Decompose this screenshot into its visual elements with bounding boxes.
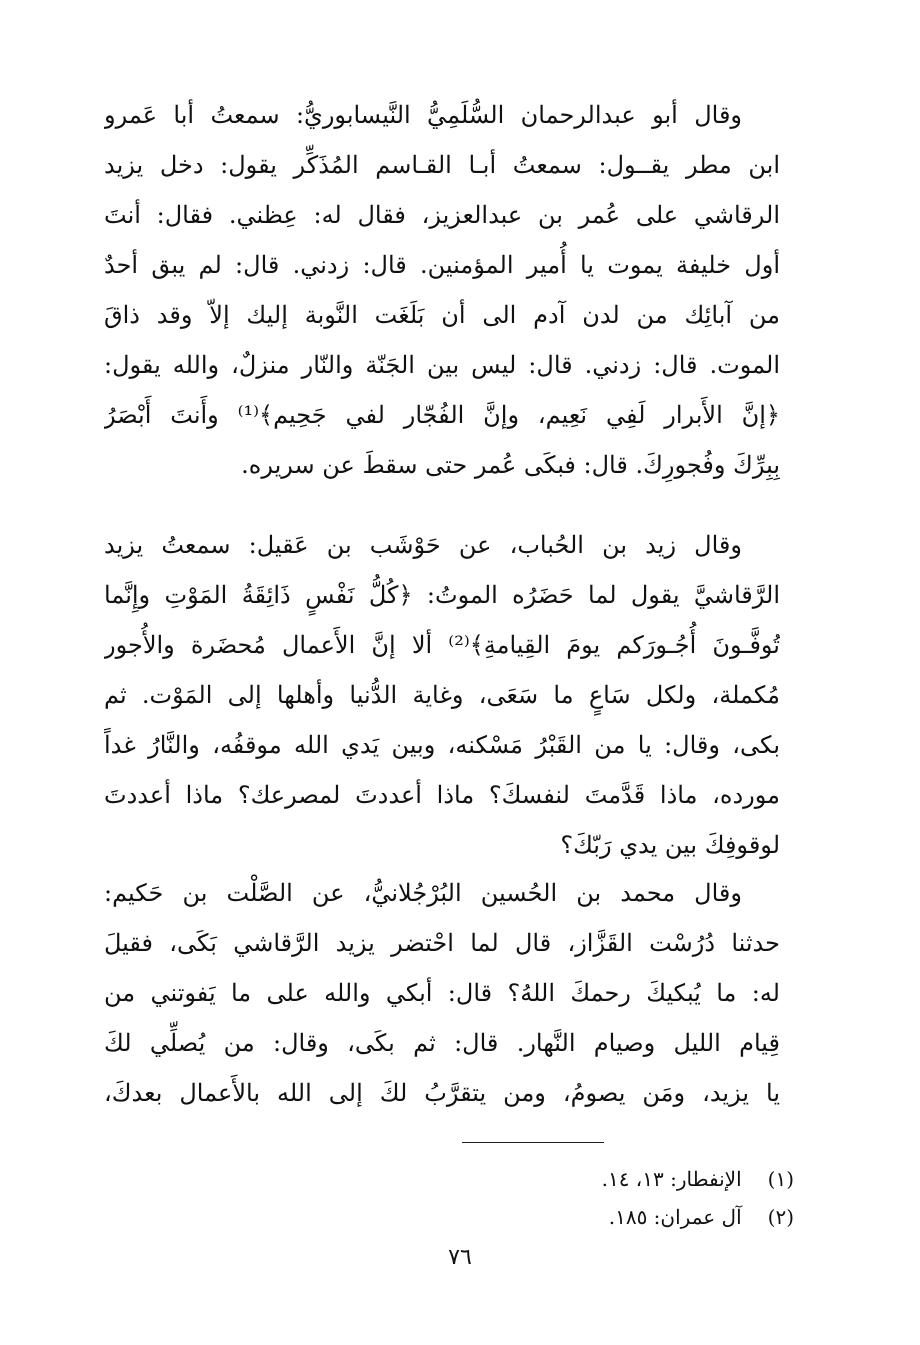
text-line: وقال محمد بن الحُسين البُرْجُلانيُّ، عن الصَّلْت بن حَكيم: [104,879,742,907]
text-line: لوقوفِكَ بين يدي رَبّكَ؟ [560,831,780,859]
footnote-2 [104,1198,794,1236]
text-line: أول خليفة يموت يا أُمير المؤمنين. قال: زدني. قال: لم يبق أحدٌ [104,251,780,279]
text-line: يا يزيد، ومَن يصومُ، ومن يتقرَّبُ لكَ إلى الله بالأَعمال بعدكَ، [104,1079,780,1107]
footnote-number: (٢) [767,1205,794,1229]
text-line: الرقاشي على عُمر بن عبدالعزيز، فقال له: عِظني. فقال: أنتَ [104,201,780,229]
text-line: الموت. قال: زدني. قال: ليس بين الجَنّة والنّار منزلٌ، والله يقول: [104,351,780,379]
text-line: حدثنا دُرُسْت القَزَّاز، قال لما احْتضر يزيد الرَّقاشي بَكَى، فقيلَ [104,929,780,957]
text-line: بكى، وقال: يا من القَبْرُ مَسْكنه، وبين يَدي الله موقفُه، والنَّارُ غداً [104,731,780,759]
text-line: ابن مطر يقــول: سمعتُ أبـا القـاسم المُذَكِّر يقول: دخل يزيد [104,151,780,179]
text-line: من آبائِك من لدن آدم الى أن بَلَغَت النَّوبة إليك إلاّ وقد ذاقَ [104,301,780,329]
footnote-number: (١) [767,1167,794,1191]
paragraph-2 [104,520,780,870]
text-line: الرَّقاشيَّ يقول لما حَضَرُه الموتُ: ﴿كُلُّ نَفْسٍ ذَائِقَةُ المَوْتِ وإِنَّما [104,581,780,609]
text-line: تُوفَّـونَ أُجُـورَكم يومَ القِيامةِ﴾⁽²⁾ ألا إنَّ الأَعمال مُحضَرة والأُجور [104,631,780,659]
page-number: ٧٦ [448,1245,472,1270]
text-line: ﴿إنَّ الأَبرار لَفِي نَعِيم، وإنَّ الفُجّار لفي جَحِيم﴾⁽¹⁾ وأَنتَ أَبْصَرُ [104,401,780,429]
text-line: وقال زيد بن الحُباب، عن حَوْشَب بن عَقيل: سمعتُ يزيد [104,531,742,559]
paragraph-3 [104,868,780,1118]
footnote-text: آل عمران: ١٨٥. [608,1205,742,1229]
footnote-1 [104,1160,794,1198]
paragraph-1 [104,90,780,490]
text-line: قِيام الليل وصيام النَّهار. قال: ثم بكَى، وقال: من يُصلِّي لكَ [104,1029,780,1057]
footnote-text: الإنفطار: ١٣، ١٤. [601,1167,742,1191]
text-line: مُكملة، ولكل سَاعٍ ما سَعَى، وغاية الدُّنيا وأهلها إلى المَوْت. ثم [104,681,780,709]
footnote-divider [462,1142,604,1143]
text-line: بِبِرِّكَ وفُجورِكَ. قال: فبكَى عُمر حتى سقطَ عن سريره. [241,451,780,479]
footnotes [104,1160,794,1236]
text-line: وقال أبو عبدالرحمان السُّلَمِيُّ النَّيسابوريُّ: سمعتُ أبا عَمرو [104,101,742,129]
text-line: له: ما يُبكيكَ رحمكَ اللهُ؟ قال: أبكي والله على ما يَفوتني من [104,979,780,1007]
text-line: مورده، ماذا قَدَّمتَ لنفسكَ؟ ماذا أعددتَ لمصرعك؟ ماذا أعددتَ [104,781,780,809]
